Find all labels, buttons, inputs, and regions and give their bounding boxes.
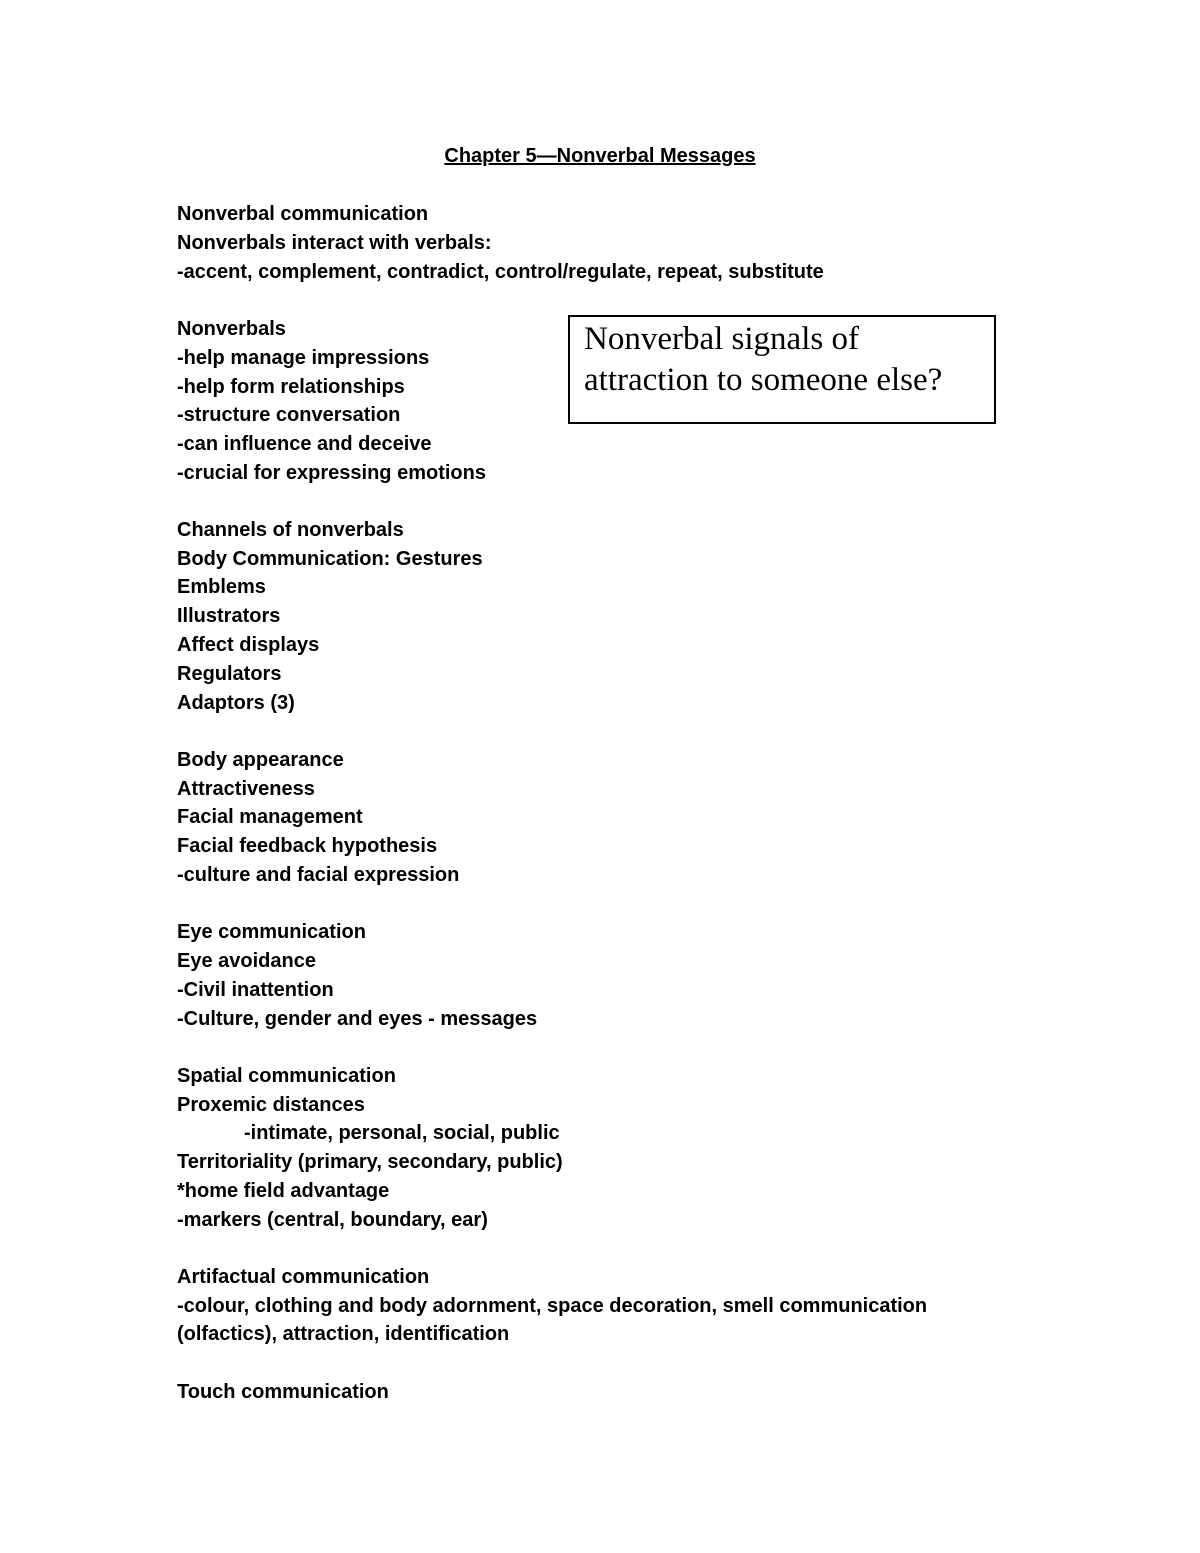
line-emblems: Emblems [177,576,266,598]
line-channels-heading: Channels of nonverbals [177,519,404,541]
line-markers: -markers (central, boundary, ear) [177,1209,488,1231]
line-proxemic-distances: Proxemic distances [177,1094,365,1116]
line-home-field-advantage: *home field advantage [177,1180,390,1202]
line-eye-avoidance: Eye avoidance [177,950,316,972]
line-form-relationships: -help form relationships [177,376,405,398]
line-influence-deceive: -can influence and deceive [177,433,432,455]
line-eye-communication: Eye communication [177,921,366,943]
line-touch-communication: Touch communication [177,1381,389,1403]
line-regulators: Regulators [177,663,282,685]
line-interaction-types: -accent, complement, contradict, control/regulate, repeat, substitute [177,261,824,283]
line-expressing-emotions: -crucial for expressing emotions [177,462,486,484]
line-facial-feedback: Facial feedback hypothesis [177,835,438,857]
line-interact-with-verbals: Nonverbals interact with verbals: [177,232,492,254]
callout-line-2: attraction to someone else? [584,362,943,398]
line-distance-types: -intimate, personal, social, public [244,1122,560,1144]
page-title: Chapter 5—Nonverbal Messages [444,145,756,167]
line-affect-displays: Affect displays [177,634,320,656]
line-facial-management: Facial management [177,806,363,828]
line-civil-inattention: -Civil inattention [177,979,334,1001]
line-culture-facial-expression: -culture and facial expression [177,864,460,886]
line-artifactual-details-2: (olfactics), attraction, identification [177,1323,510,1345]
line-attractiveness: Attractiveness [177,778,315,800]
line-artifactual-details-1: -colour, clothing and body adornment, space decoration, smell communication [177,1295,928,1317]
line-nonverbal-communication: Nonverbal communication [177,203,429,225]
line-illustrators: Illustrators [177,605,281,627]
callout-box [568,315,996,424]
line-adaptors: Adaptors (3) [177,692,295,714]
line-structure-conversation: -structure conversation [177,404,401,426]
line-spatial-communication: Spatial communication [177,1065,396,1087]
line-territoriality: Territoriality (primary, secondary, public) [177,1151,563,1173]
line-body-communication: Body Communication: Gestures [177,548,483,570]
line-body-appearance: Body appearance [177,749,344,771]
line-culture-gender-eyes: -Culture, gender and eyes - messages [177,1008,538,1030]
callout-line-1: Nonverbal signals of [584,321,859,357]
line-manage-impressions: -help manage impressions [177,347,430,369]
line-nonverbals-heading: Nonverbals [177,318,286,340]
line-artifactual-communication: Artifactual communication [177,1266,430,1288]
